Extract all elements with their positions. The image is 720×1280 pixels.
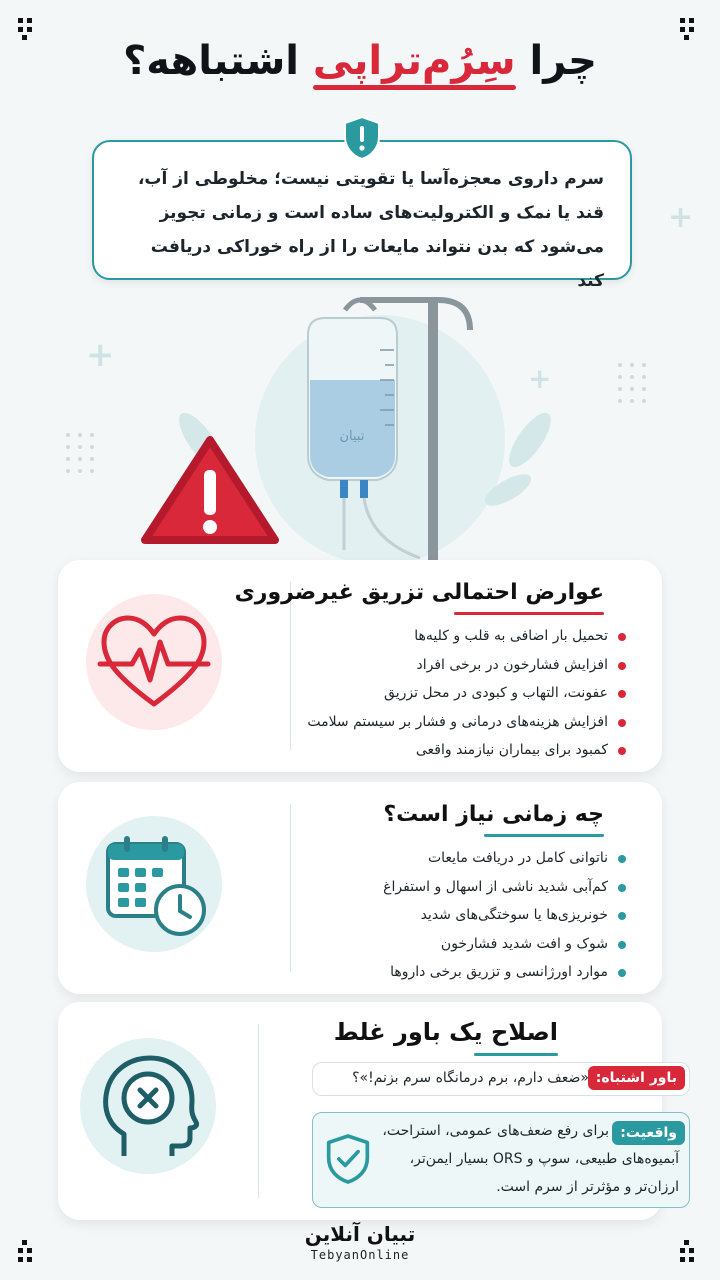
- fact-line-1: برای رفع ضعف‌های عمومی، استراحت،: [382, 1123, 609, 1139]
- title-post: اشتباهه؟: [123, 38, 313, 84]
- shield-check-icon: [325, 1133, 371, 1185]
- myth-title: [334, 1018, 558, 1046]
- fact-box: [312, 1112, 690, 1208]
- intro-line-2: قند یا نمک و الکترولیت‌های ساده است و زمانی تجویز: [159, 203, 604, 223]
- fact-line-3: ارزان‌تر و مؤثرتر از سرم است.: [496, 1179, 679, 1195]
- corner-dots-top-left: [18, 18, 40, 40]
- intro-line-1: سرم داروی معجزه‌آسا یا تقویتی نیست؛ مخلوطی از آب،: [137, 169, 604, 189]
- corner-dots-top-right: [680, 18, 702, 40]
- plus-decoration-icon: +: [528, 362, 552, 395]
- title-pre: چرا: [515, 38, 597, 84]
- fact-line-2: آبمیوه‌های طبیعی، سوپ و ORS بسیار ایمن‌تر،: [409, 1151, 679, 1167]
- fact-badge: واقعیت:: [612, 1121, 685, 1145]
- title-underline: [484, 834, 604, 837]
- side-effects-list: [288, 622, 628, 765]
- list-item: ناتوانی کامل در دریافت مایعات: [288, 844, 628, 873]
- myth-row: [312, 1062, 690, 1096]
- tebyan-logo: [0, 1222, 720, 1262]
- list-item: کم‌آبی شدید ناشی از اسهال و استفراغ: [288, 873, 628, 902]
- side-effects-title-text: عوارض احتمالی تزریق غیرضروری: [234, 580, 604, 605]
- iv-drip-illustration: [60, 290, 660, 560]
- when-needed-list: [288, 844, 628, 987]
- card-divider: [258, 1024, 259, 1198]
- plus-decoration-icon: +: [86, 335, 115, 375]
- calendar-icon-circle: [86, 816, 222, 952]
- shield-alert-icon: [342, 115, 382, 161]
- list-item: کمبود برای بیماران نیازمند واقعی: [288, 736, 628, 765]
- myth-badge: باور اشتباه:: [588, 1066, 685, 1090]
- list-item: خونریزی‌ها یا سوختگی‌های شدید: [288, 901, 628, 930]
- side-effects-card: [58, 560, 662, 772]
- list-item: افزایش هزینه‌های درمانی و فشار بر سیستم سلامت: [288, 708, 628, 737]
- page-title: [0, 38, 720, 84]
- head-x-icon: [80, 1038, 216, 1174]
- logo-persian: تبیان آنلاین: [304, 1222, 416, 1246]
- list-item: افزایش فشارخون در برخی افراد: [288, 651, 628, 680]
- title-underline: [474, 1053, 558, 1056]
- myth-correction-card: [58, 1002, 679, 1220]
- calendar-clock-icon: [86, 816, 222, 952]
- myth-text: «ضعف دارم، برم درمانگاه سرم بزنم!»؟: [352, 1070, 589, 1086]
- side-effects-title: [235, 580, 604, 605]
- plus-decoration-icon: +: [668, 200, 694, 235]
- list-item: تحمیل بار اضافی به قلب و کلیه‌ها: [288, 622, 628, 651]
- intro-box: [92, 140, 632, 291]
- when-needed-title: [383, 802, 604, 827]
- title-highlight: سِرُم‌تراپی: [312, 38, 516, 84]
- list-item: موارد اورژانسی و تزریق برخی داروها: [288, 958, 628, 987]
- bag-watermark: تبیان: [339, 429, 365, 444]
- intro-line-3: می‌شود که بدن نتواند مایعات را از راه خوراکی دریافت کند: [150, 237, 604, 291]
- heart-pulse-icon: [86, 594, 222, 730]
- when-needed-card: [58, 782, 662, 994]
- logo-english: TebyanOnline: [310, 1248, 410, 1262]
- myth-title-text: اصلاح یک باور غلط: [333, 1018, 558, 1046]
- head-icon-circle: [80, 1038, 216, 1174]
- heart-icon-circle: [86, 594, 222, 730]
- when-needed-title-text: چه زمانی نیاز است؟: [383, 802, 604, 827]
- list-item: عفونت، التهاب و کبودی در محل تزریق: [288, 679, 628, 708]
- list-item: شوک و افت شدید فشارخون: [288, 930, 628, 959]
- title-underline: [454, 612, 604, 615]
